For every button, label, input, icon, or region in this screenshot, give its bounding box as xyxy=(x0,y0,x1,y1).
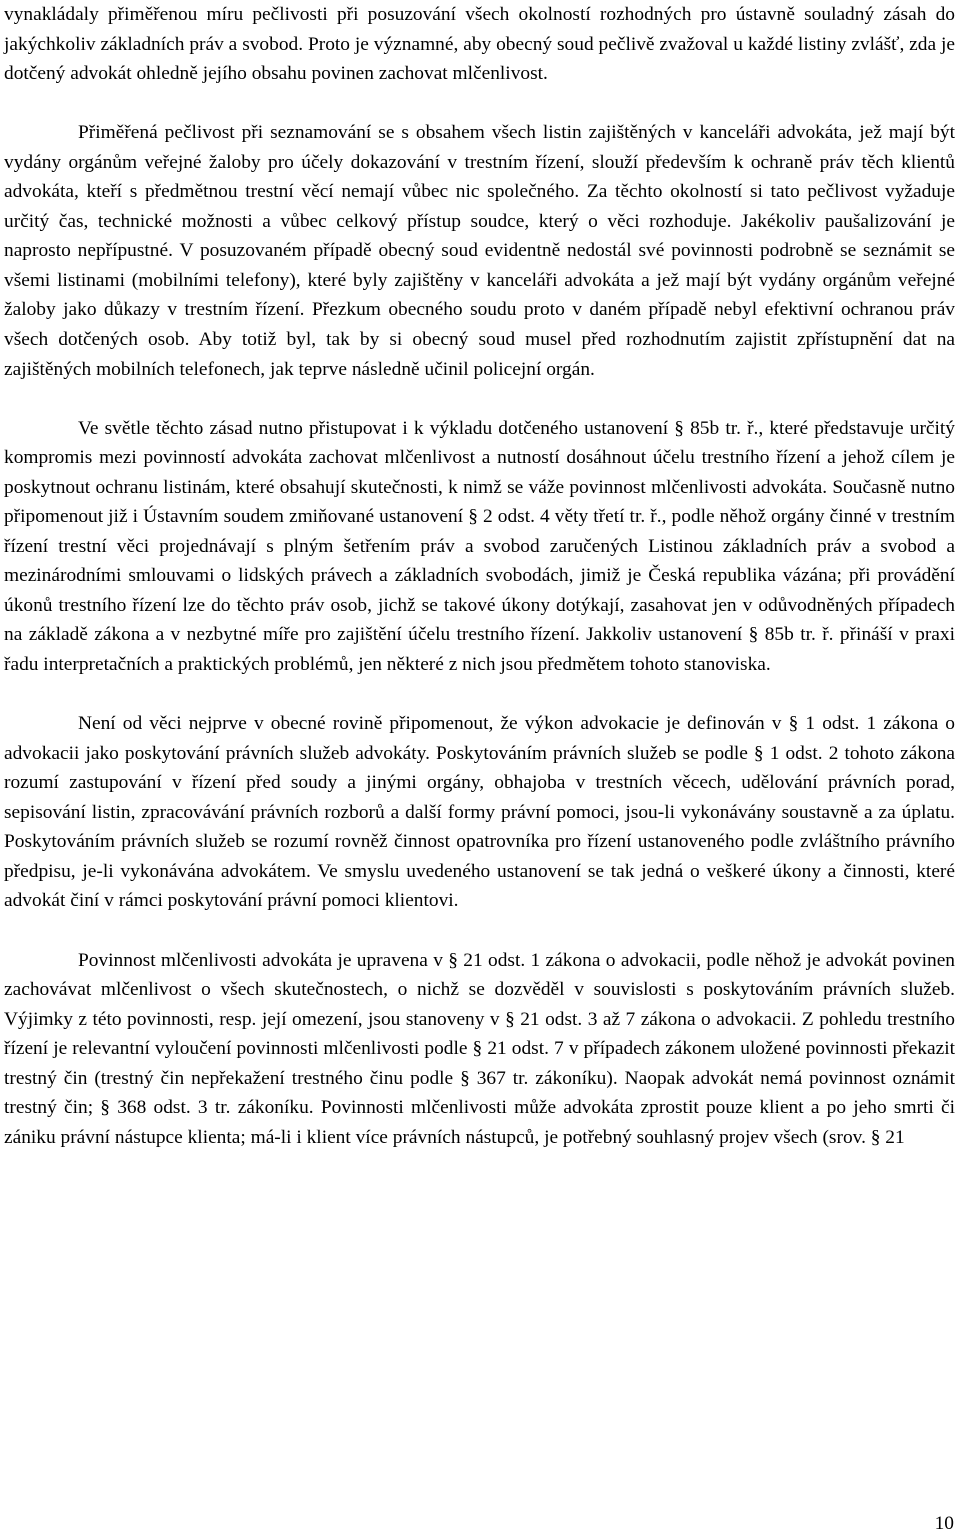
paragraph-3: Ve světle těchto zásad nutno přistupovat i k výkladu dotčeného ustanovení § 85b tr. ř., které představuje určitý kompromis mezi povinností advokáta zachovat mlčenlivost a nutností dosáhnout účelu trestního řízení a jehož cílem je poskytnout ochranu listinám, které obsahují skutečnosti, k nimž se váže povinnost mlčenlivosti advokáta. Současně nutno připomenout již i Ústavním soudem zmiňované ustanovení § 2 odst. 4 věty třetí tr. ř., podle něhož orgány činné v trestním řízení trestní věci projednávají s plným šetřením práv a svobod zaručených Listinou základních práv a svobod a mezinárodními smlouvami o lidských právech a základních svobodách, jimiž je Česká republika vázána; při provádění úkonů trestního řízení lze do těchto práv osob, jichž se takové úkony dotýkají, zasahovat jen v odůvodněných případech na základě zákona a v nezbytné míře pro zajištění účelu trestního řízení. Jakkoliv ustanovení § 85b tr. ř. přináší v praxi řadu interpretačních a praktických problémů, jen některé z nich jsou předmětem tohoto stanoviska. xyxy=(4,417,955,676)
paragraph-1: vynakládaly přiměřenou míru pečlivosti při posuzování všech okolností rozhodných pro ústavně souladný zásah do jakýchkoliv základních práv a svobod. Proto je významné, aby obecný soud pečlivě zvažoval u každé listiny zvlášť, zda je dotčený advokát ohledně jejího obsahu povinen zachovat mlčenlivost. xyxy=(4,4,955,85)
page-number: 10 xyxy=(934,1513,954,1534)
paragraph-2: Přiměřená pečlivost při seznamování se s obsahem všech listin zajištěných v kanceláři advokáta, jež mají být vydány orgánům veřejné žaloby pro účely dokazování v trestním řízení, slouží především k ochraně práv těch klientů advokáta, kteří s předmětnou trestní věcí nemají vůbec nic společného. Za těchto okolností si tato pečlivost vyžaduje určitý čas, technické možnosti a vůbec celkový přístup soudce, který o věci rozhoduje. Jakékoliv paušalizování je naprosto nepřípustné. V posuzovaném případě obecný soud evidentně nedostál své povinnosti podrobně se seznámit se všemi listinami (mobilními telefony), které byly zajištěny v kanceláři advokáta a jež mají být vydány orgánům veřejné žaloby jako důkazy v trestním řízení. Přezkum obecného soudu proto v daném případě nebyl efektivní ochranou práv všech dotčených osob. Aby totiž byl, tak by si obecný soud musel před rozhodnutím zajistit zpřístupnění dat na zajištěných mobilních telefonech, jak teprve následně učinil policejní orgán. xyxy=(4,122,955,380)
paragraph-5: Povinnost mlčenlivosti advokáta je upravena v § 21 odst. 1 zákona o advokacii, podle něhož je advokát povinen zachovávat mlčenlivost o všech skutečnostech, o nichž se dozvěděl v souvislosti s poskytováním právních služeb. Výjimky z této povinnosti, resp. její omezení, jsou stanoveny v § 21 odst. 3 až 7 zákona o advokacii. Z pohledu trestního řízení je relevantní vyloučení povinnosti mlčenlivosti podle § 21 odst. 7 v případech zákonem uložené povinnosti překazit trestný čin (trestný čin nepřekažení trestného činu podle § 367 tr. zákoníku). Naopak advokát nemá povinnost oznámit trestný čin; § 368 odst. 3 tr. zákoníku. Povinnosti mlčenlivosti může advokáta zprostit pouze klient a po jeho smrti či zániku právní nástupce klienta; má-li i klient více právních nástupců, je potřebný souhlasný projev všech (srov. § 21 xyxy=(4,949,955,1148)
document-page xyxy=(4,0,955,1152)
paragraph-4: Není od věci nejprve v obecné rovině připomenout, že výkon advokacie je definován v § 1 odst. 1 zákona o advokacii jako poskytování právních služeb advokáty. Poskytováním právních služeb se podle § 1 odst. 2 tohoto zákona rozumí zastupování v řízení před soudy a jinými orgány, obhajoba v trestních věcech, udělování právních porad, sepisování listin, zpracovávání právních rozborů a další formy právní pomoci, jsou-li vykonávány soustavně a za úplatu. Poskytováním právních služeb se rozumí rovněž činnost opatrovníka pro řízení ustanoveného podle zvláštního právního předpisu, je-li vykonávána advokátem. Ve smyslu uvedeného ustanovení se tak jedná o veškeré úkony a činnosti, které advokát činí v rámci poskytování právní pomoci klientovi. xyxy=(4,713,955,912)
